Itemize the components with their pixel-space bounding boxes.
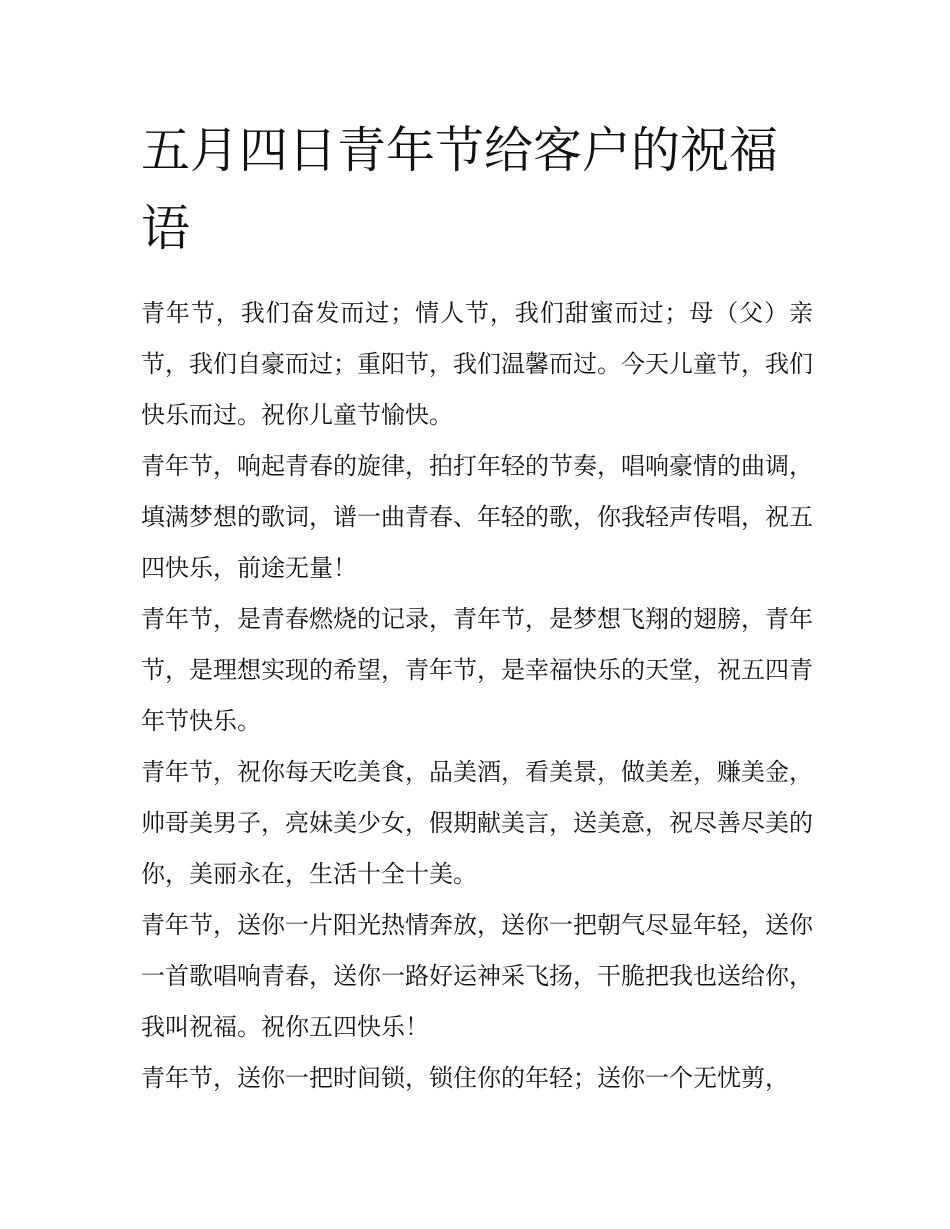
paragraph-1: 青年节，我们奋发而过；情人节，我们甜蜜而过；母（父）亲节，我们自豪而过；重阳节，我们温馨而过。今天儿童节，我们快乐而过。祝你儿童节愉快。 xyxy=(141,299,813,429)
paragraph-6: 青年节，送你一把时间锁，锁住你的年轻；送你一个无忧剪， xyxy=(141,1064,789,1092)
paragraph-2: 青年节，响起青春的旋律，拍打年轻的节奏，唱响豪情的曲调，填满梦想的歌词，谱一曲青春、年轻的歌，你我轻声传唱，祝五四快乐，前途无量！ xyxy=(141,452,813,582)
paragraph-4: 青年节，祝你每天吃美食，品美酒，看美景，做美差，赚美金，帅哥美男子，亮妹美少女，假期献美言，送美意，祝尽善尽美的你，美丽永在，生活十全十美。 xyxy=(141,758,813,888)
paragraph-5: 青年节，送你一片阳光热情奔放，送你一把朝气尽显年轻，送你一首歌唱响青春，送你一路好运神采飞扬，干脆把我也送给你，我叫祝福。祝你五四快乐！ xyxy=(141,911,813,1041)
document-title: 五月四日青年节给客户的祝福语 xyxy=(141,122,779,257)
paragraph-3: 青年节，是青春燃烧的记录，青年节，是梦想飞翔的翅膀，青年节，是理想实现的希望，青年节，是幸福快乐的天堂，祝五四青年节快乐。 xyxy=(141,605,813,735)
document-page xyxy=(141,112,813,1104)
